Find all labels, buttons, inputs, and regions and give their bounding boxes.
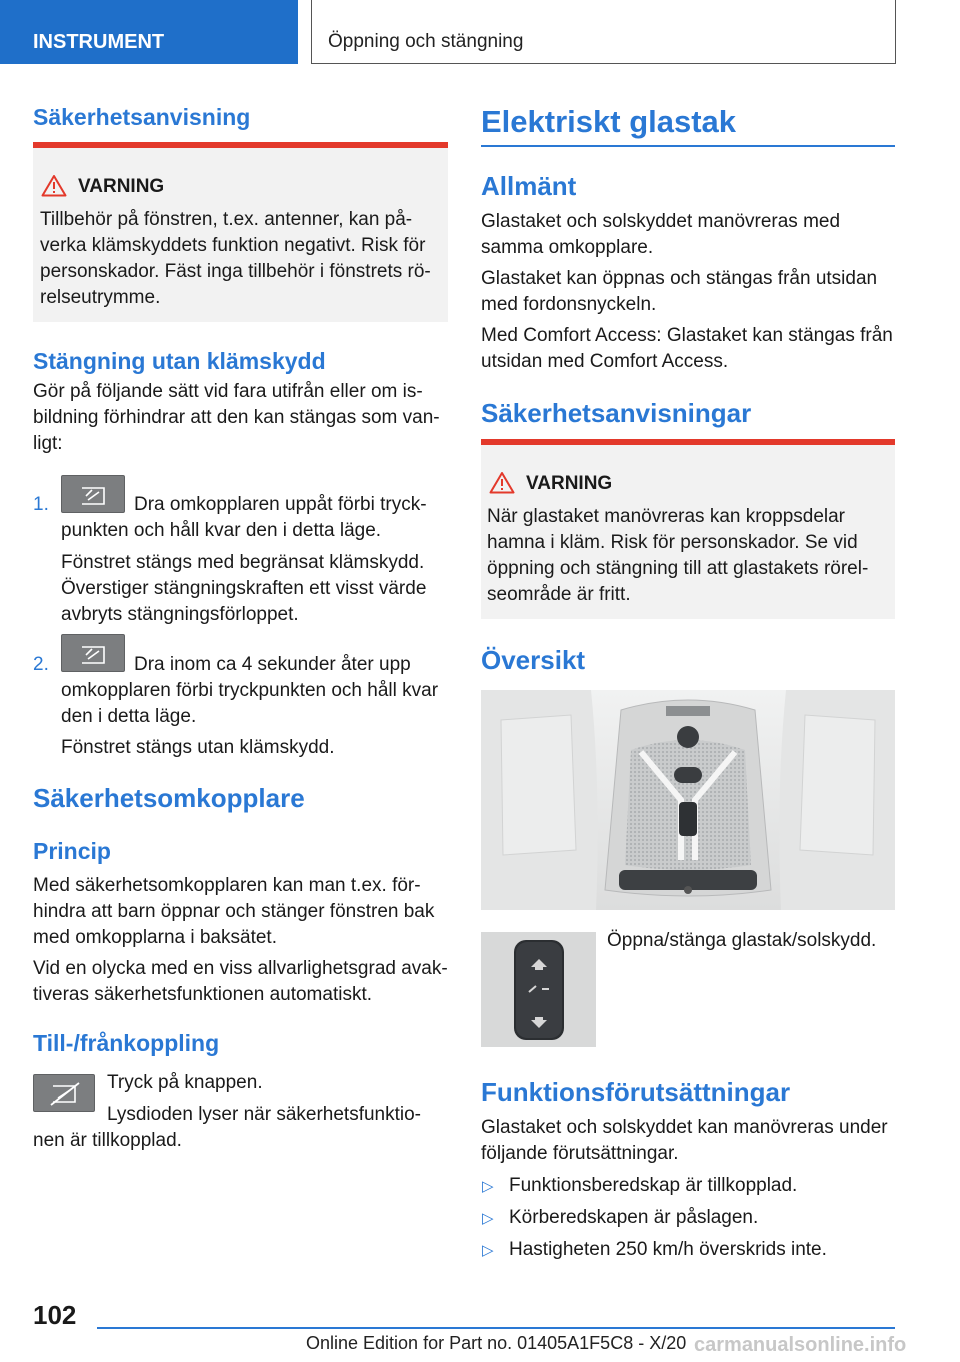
step-subtext: Fönstret stängs med begränsat klämskydd. <box>61 552 425 573</box>
safety-heading-right: Säkerhetsanvisningar <box>481 398 752 428</box>
principle-text-line: Med säkerhetsomkopplaren kan man t.ex. för- <box>33 875 421 896</box>
closing-text-line: bildning förhindrar att den kan stängas som van- <box>33 407 440 428</box>
requirements-text-line: Glastaket och solskyddet kan manövreras under <box>481 1117 888 1138</box>
general-text-line: utsidan med Comfort Access. <box>481 351 729 372</box>
warning-triangle-icon <box>489 471 515 494</box>
overview-heading: Översikt <box>481 645 586 675</box>
window-icon <box>62 476 126 514</box>
safety-heading-left: Säkerhetsanvisning <box>33 104 251 130</box>
principle-text-line: med omkopplarna i baksätet. <box>33 927 277 948</box>
switch-caption: Öppna/stänga glastak/solskydd. <box>607 930 877 951</box>
closing-heading: Stängning utan klämskydd <box>33 348 326 374</box>
requirement-item: Hastigheten 250 km/h överskrids inte. <box>509 1239 827 1260</box>
watermark: carmanualsonline.info <box>694 1334 907 1356</box>
principle-heading: Princip <box>33 838 111 864</box>
warning-box-2 <box>481 439 895 619</box>
window-switch-key-1 <box>61 475 125 513</box>
warning-triangle-icon <box>41 174 67 197</box>
requirement-item: Funktionsberedskap är tillkopplad. <box>509 1175 798 1196</box>
section-label: INSTRUMENT <box>33 31 165 53</box>
edition-text: Online Edition for Part no. 01405A1F5C8 - X/20 <box>306 1333 687 1353</box>
general-heading: Allmänt <box>481 171 577 201</box>
toggle-text: nen är tillkopplad. <box>33 1130 182 1151</box>
step-number: 1. <box>33 494 49 515</box>
closing-text-line: Gör på följande sätt vid fara utifrån eller om is- <box>33 381 423 402</box>
warning-box-1 <box>33 142 448 322</box>
safety-switch-heading: Säkerhetsomkopplare <box>33 783 305 813</box>
requirements-heading: Funktionsförutsättningar <box>481 1077 791 1107</box>
requirements-text-line: följande förutsättningar. <box>481 1143 679 1164</box>
general-text-line: Med Comfort Access: Glastaket kan stängas från <box>481 325 893 346</box>
step-number: 2. <box>33 654 49 675</box>
step-text: Dra inom ca 4 sekunder åter upp <box>134 654 411 675</box>
step-subtext: Överstiger stängningskraften ett visst värde <box>61 578 427 599</box>
warning-text-line: personskador. Fäst inga tillbehör i fönstrets rö- <box>40 261 431 282</box>
accident-text-line: tiveras säkerhetsfunktionen automatiskt. <box>33 984 373 1005</box>
roof-console-image <box>481 690 895 910</box>
step-text: omkopplaren förbi tryckpunkten och håll kvar <box>61 680 439 701</box>
section-tab <box>0 0 298 64</box>
main-title: Elektriskt glastak <box>481 104 737 139</box>
warning-text-line: hamna i kläm. Risk för personskador. Se vid <box>487 532 858 553</box>
warning-text-line: seområde är fritt. <box>487 584 631 605</box>
chapter-title <box>311 0 896 64</box>
step-text: Dra omkopplaren uppåt förbi tryck- <box>134 494 427 515</box>
toggle-text: Tryck på knappen. <box>107 1072 263 1093</box>
roof-switch-image <box>481 932 596 1047</box>
bullet-triangle-icon: ▷ <box>482 1178 494 1195</box>
warning-text-line: Tillbehör på fönstren, t.ex. antenner, kan på- <box>40 209 413 230</box>
child-lock-icon <box>34 1075 96 1113</box>
bullet-triangle-icon: ▷ <box>482 1210 494 1227</box>
window-switch-key-2 <box>61 634 125 672</box>
child-lock-button <box>33 1074 95 1112</box>
toggle-text: Lysdioden lyser när säkerhetsfunktio- <box>107 1104 422 1125</box>
footer-rule <box>97 1327 895 1329</box>
step-text: den i detta läge. <box>61 706 197 727</box>
window-icon <box>62 635 126 673</box>
requirement-item: Körberedskapen är påslagen. <box>509 1207 759 1228</box>
accident-text-line: Vid en olycka med en viss allvarlighetsgrad avak- <box>33 958 448 979</box>
chapter-label: Öppning och stängning <box>328 31 524 52</box>
closing-text-line: ligt: <box>33 433 63 454</box>
step-subtext: Fönstret stängs utan klämskydd. <box>61 737 335 758</box>
general-text-line: samma omkopplare. <box>481 237 654 258</box>
warning-text-line: verka klämskyddets funktion negativt. Risk för <box>40 235 426 256</box>
general-text-line: Glastaket och solskyddet manövreras med <box>481 211 841 232</box>
warning-label: VARNING <box>526 473 613 494</box>
warning-text-line: När glastaket manövreras kan kroppsdelar <box>487 506 846 527</box>
general-text-line: med fordonsnyckeln. <box>481 294 657 315</box>
title-rule <box>481 145 895 147</box>
warning-label: VARNING <box>78 176 165 197</box>
warning-text-line: öppning och stängning till att glastakets rörel- <box>487 558 869 579</box>
warning-text-line: relseutrymme. <box>40 287 161 308</box>
bullet-triangle-icon: ▷ <box>482 1242 494 1259</box>
principle-text-line: hindra att barn öppnar och stänger fönstren bak <box>33 901 435 922</box>
general-text-line: Glastaket kan öppnas och stängas från utsidan <box>481 268 878 289</box>
step-text: punkten och håll kvar den i detta läge. <box>61 520 382 541</box>
page-number: 102 <box>33 1300 77 1330</box>
toggle-heading: Till-/frånkoppling <box>33 1030 220 1056</box>
step-subtext: avbryts stängningsförloppet. <box>61 604 299 625</box>
